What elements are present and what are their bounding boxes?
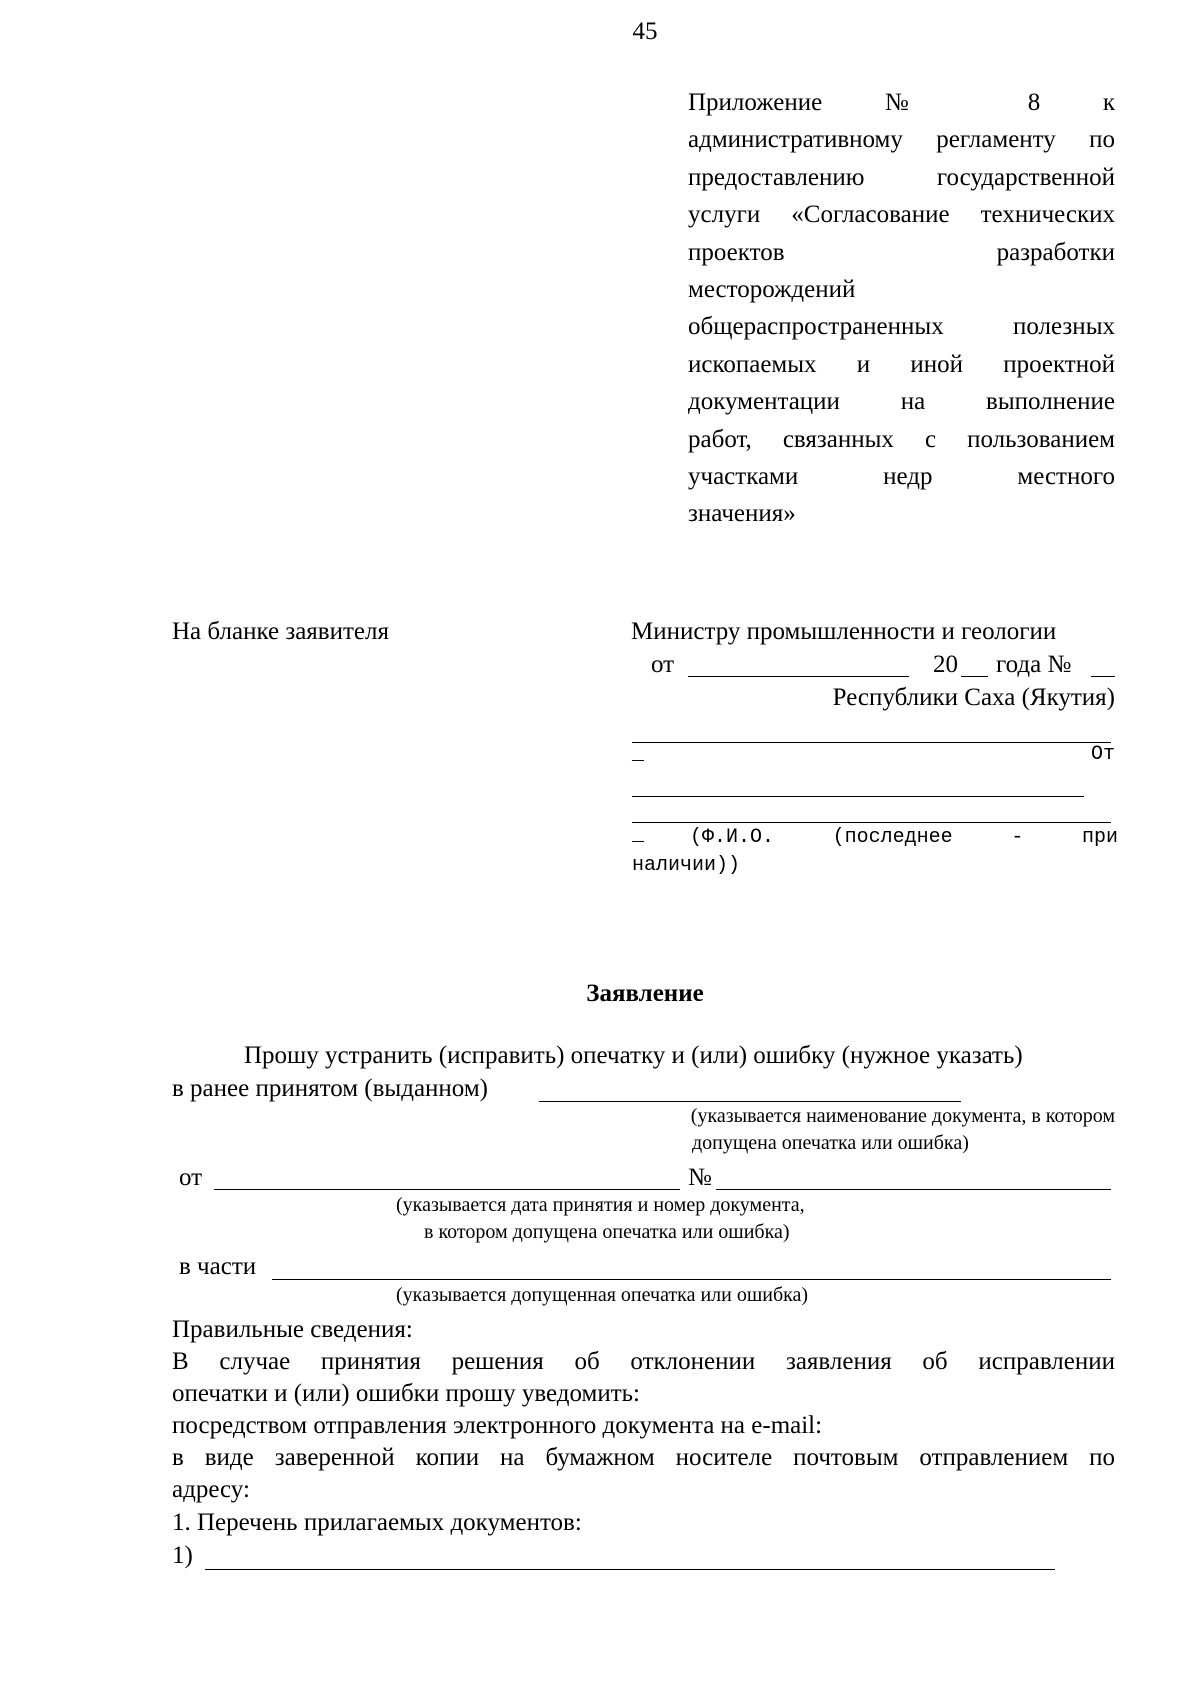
appendix-line: документации на выполнение [688,388,1115,416]
request-text: Прошу устранить (исправить) опечатку и (или) ошибку (нужное указать) [244,1042,1023,1069]
region-line: Республики Саха (Якутия) [832,684,1115,711]
doc-date-blank [214,1189,680,1190]
appendix-line: Приложение № 8 к [688,89,1115,116]
appendix-line: услуги «Согласование технических [688,201,1115,229]
documents-list-title: 1. Перечень прилагаемых документов: [172,1509,582,1536]
error-text-blank [272,1279,1111,1280]
post-paragraph [172,1439,1115,1476]
doc-number-blank [716,1189,1111,1190]
letterhead-label: На бланке заявителя [172,618,389,645]
post-line: адресу: [172,1476,250,1503]
date-from-label: от [651,651,675,678]
appendix-note [688,84,1115,533]
appendix-line: общераспространенных полезных [688,313,1115,341]
appendix-line: проектов разработки [688,238,1115,266]
fio-note [690,824,1118,852]
notify-line: В случае принятия решения об отклонении заявления об исправлении [172,1348,1115,1375]
part-label: в части [179,1253,257,1280]
number-label: года № [996,651,1072,678]
fio-note-line: (Ф.И.О. (последнее - при [690,826,1118,849]
applicant-line-3 [632,822,1111,823]
appendix-line: административному регламенту по [688,126,1115,154]
document-item-blank [205,1569,1055,1570]
year-prefix: 20 [933,651,958,678]
appendix-line: месторождений [688,275,856,303]
addressee-line: Министру промышленности и геологии [631,618,1057,645]
dash-mark: _ [632,824,645,847]
appendix-line: предоставлению государственной [688,163,1115,191]
doc-number-label: № [688,1164,712,1191]
applicant-line-2 [632,796,1084,797]
dash-mark: _ [632,743,645,766]
from-label: От [1090,743,1115,766]
post-line: в виде заверенной копии на бумажном носителе почтовым отправлением по [172,1444,1115,1471]
hint-document-date: (указывается дата принятия и номер документа, [396,1194,805,1216]
document-title: Заявление [586,980,704,1007]
appendix-line: участками недр местного [688,462,1115,490]
page-number: 45 [632,18,658,45]
appendix-line: работ, связанных с пользованием [688,425,1115,453]
date-blank [688,676,909,677]
document-name-blank [539,1101,961,1102]
appendix-line: ископаемых и иной проектной [688,350,1115,378]
hint-document-name: (указывается наименование документа, в котором [690,1105,1115,1127]
hint-document-date: в котором допущена опечатка или ошибка) [424,1221,790,1243]
correct-info-label: Правильные сведения: [172,1316,413,1343]
hint-error: (указывается допущенная опечатка или ошибка) [396,1284,809,1306]
documents-list-item: 1) [172,1542,193,1569]
email-option: посредством отправления электронного документа на e-mail: [172,1412,823,1439]
request-doc-label: в ранее принятом (выданном) [172,1075,488,1102]
notify-line: опечатки и (или) ошибки прошу уведомить: [172,1380,640,1407]
doc-date-label: от [179,1164,203,1191]
applicant-line-1 [632,742,1111,743]
year-blank [961,676,988,677]
hint-document-name: допущена опечатка или ошибка) [692,1132,969,1154]
number-blank [1091,676,1115,677]
fio-note-line: наличии)) [632,854,741,877]
appendix-line: значения» [688,500,796,528]
